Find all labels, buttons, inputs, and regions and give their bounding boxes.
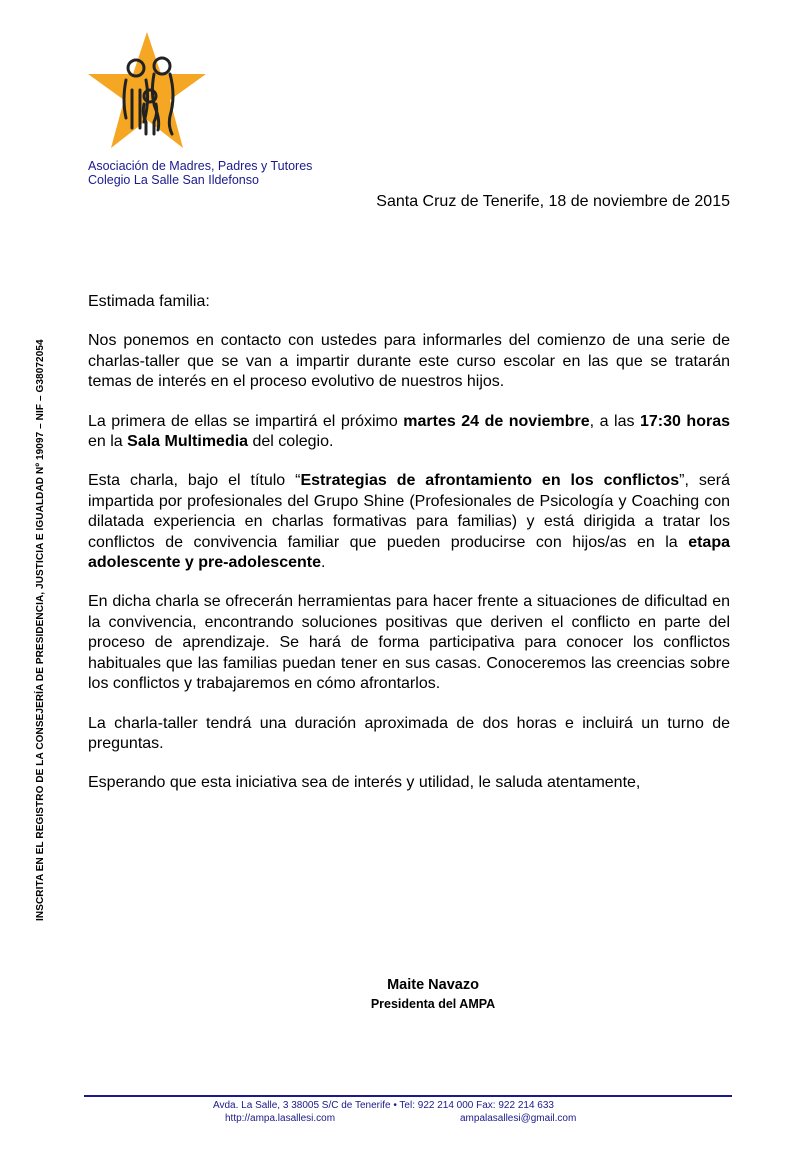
paragraph-title: Esta charla, bajo el título “Estrategias de afrontamiento en los conflictos”, será impartida por profesionales del Grupo Shine (Profesionales de Psicología y Coaching con dilatada experiencia en charlas formativas para familias) y está dirigida a tratar los conflictos de convivencia familiar que pueden producirse con hijos/as en la etapa adolescente y pre-adolescente. (88, 472, 731, 572)
star-family-logo (86, 30, 208, 154)
greeting: Estimada familia: (88, 293, 210, 310)
footer-website-link[interactable]: http://ampa.lasallesi.com (225, 1113, 336, 1124)
registry-side-text: INSCRITA EN EL REGISTRO DE LA CONSEJERÍA DE PRESIDENCIA, JUSTICIA E IGUALDAD Nº 19097 – NIF – G38072054 (35, 339, 46, 921)
association-name (88, 159, 312, 187)
org-line-2: Colegio La Salle San Ildefonso (88, 173, 259, 187)
signature-role: Presidenta del AMPA (370, 997, 496, 1011)
paragraph-content: En dicha charla se ofrecerán herramientas para hacer frente a situaciones de dificultad en la convivencia, encontrando soluciones positivas que deriven el conflicto en parte del proceso de aprendizaje. Se hará de forma participativa para conocer los conflictos habituales que las familias puedan tener en sus casas. Conoceremos las creencias sobre los conflictos y trabajaremos en cómo afrontarlos. (88, 593, 730, 693)
letter-body (88, 292, 730, 813)
paragraph-schedule: La primera de ellas se impartirá el próximo martes 24 de noviembre, a las 17:30 horas en la Sala Multimedia del colegio. (88, 412, 730, 451)
footer-divider (84, 1095, 732, 1097)
signature-name: Maite Navazo (387, 977, 479, 993)
date-line: Santa Cruz de Tenerife, 18 de noviembre de 2015 (376, 193, 730, 210)
footer-address: Avda. La Salle, 3 38005 S/C de Tenerife • Tel: 922 214 000 Fax: 922 214 633 (213, 1100, 554, 1111)
closing-line: Esperando que esta iniciativa sea de interés y utilidad, le saluda atentamente, (88, 774, 641, 792)
org-line-1: Asociación de Madres, Padres y Tutores (88, 159, 313, 173)
footer-email-link[interactable]: ampalasallesi@gmail.com (460, 1113, 577, 1124)
paragraph-duration: La charla-taller tendrá una duración aproximada de dos horas e incluirá un turno de preguntas. (88, 714, 730, 752)
paragraph-intro: Nos ponemos en contacto con ustedes para informarles del comienzo de una serie de charlas-taller que se van a impartir durante este curso escolar en las que se tratarán temas de interés en el proceso evolutivo de nuestros hijos. (88, 332, 730, 391)
